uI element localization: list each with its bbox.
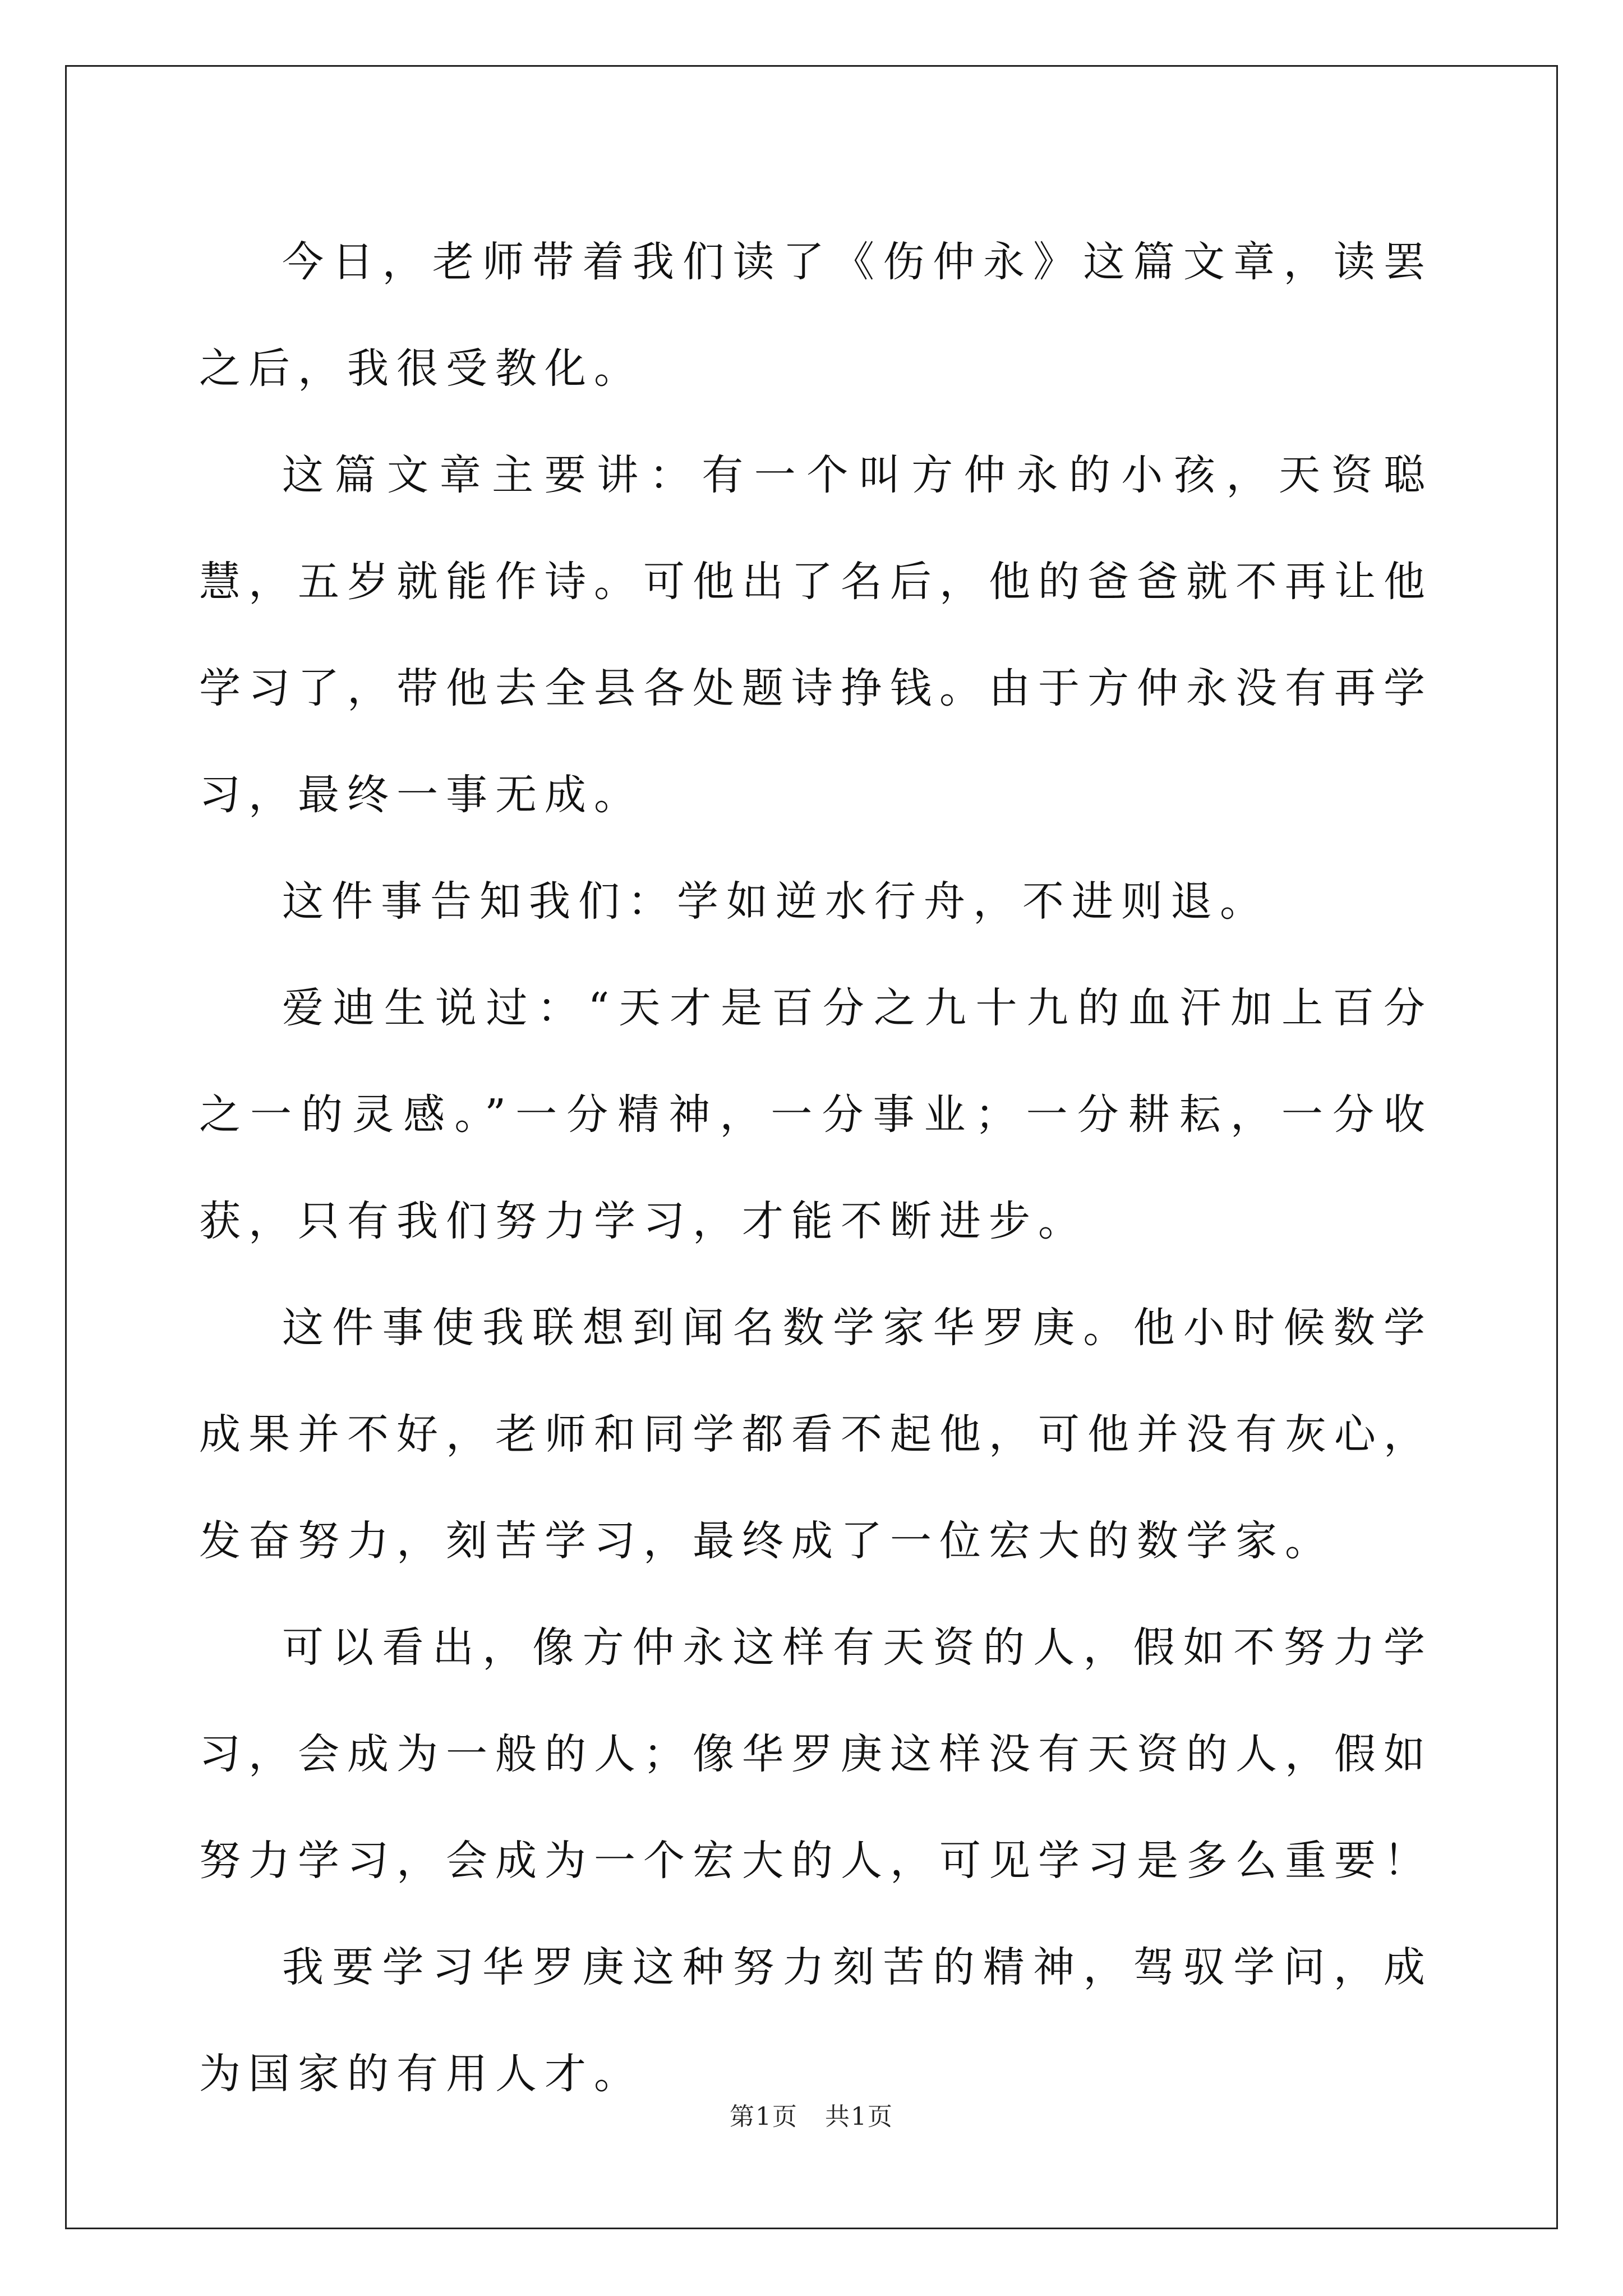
paragraph-4: 爱迪生说过：“天才是百分之九十九的血汗加上百分之一的灵感。”一分精神，一分事业；一分耕耘，一分收获，只有我们努力学习，才能不断进步。	[199, 984, 1433, 1245]
paragraph-1: 今日，老师带着我们读了《伤仲永》这篇文章，读罢之后，我很受教化。	[199, 238, 1433, 393]
paragraph-2: 这篇文章主要讲：有一个叫方仲永的小孩，天资聪慧，五岁就能作诗。可他出了名后，他的爸爸就不再让他学习了，带他去全县各处题诗挣钱。由于方仲永没有再学习，最终一事无成。	[199, 451, 1433, 819]
paragraph-7: 我要学习华罗庚这种努力刻苦的精神，驾驭学问，成为国家的有用人才。	[199, 1943, 1433, 2098]
paragraph-3: 这件事告知我们：学如逆水行舟，不进则退。	[282, 877, 1269, 926]
document-body	[199, 209, 1433, 2127]
page-footer: 第1页 共1页	[730, 2102, 893, 2131]
paragraph-5: 这件事使我联想到闻名数学家华罗庚。他小时候数学成果并不好，老师和同学都看不起他，可他并没有灰心，发奋努力，刻苦学习，最终成了一位宏大的数学家。	[199, 1304, 1433, 1565]
paragraph-6: 可以看出，像方仲永这样有天资的人，假如不努力学习，会成为一般的人；像华罗庚这样没有天资的人，假如努力学习，会成为一个宏大的人，可见学习是多么重要！	[199, 1623, 1433, 1885]
